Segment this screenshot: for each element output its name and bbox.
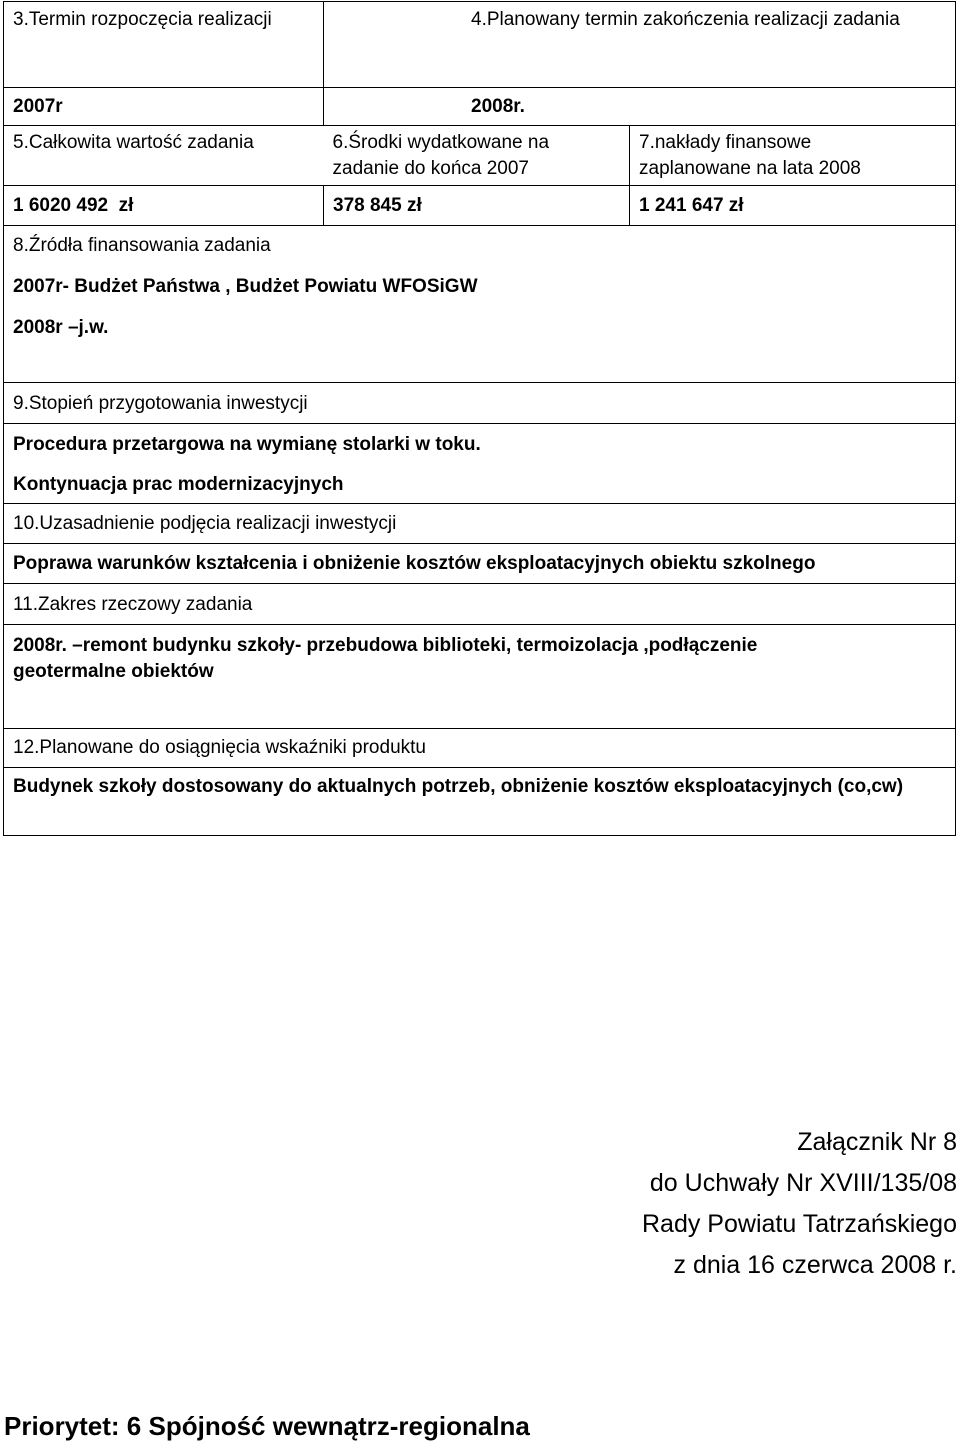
annex-number: Załącznik Nr 8 — [797, 1128, 957, 1156]
spent-funds-label-cell — [324, 126, 630, 186]
scope-value-cell — [4, 625, 956, 729]
spent-funds-value: 378 845 zł — [333, 195, 422, 216]
scope-label-cell — [4, 584, 956, 625]
funding-sources-2008: 2008r –j.w. — [13, 317, 109, 338]
total-value-label-cell — [4, 126, 324, 186]
planned-outlays-value: 1 241 647 zł — [639, 195, 744, 216]
end-date-value: 2008r. — [471, 96, 525, 117]
planned-outlays-label: 7.nakłady finansowe zaplanowane na lata 2008 — [639, 132, 861, 179]
priority-heading: Priorytet: 6 Spójność wewnątrz-regionalna — [4, 1411, 530, 1441]
preparation-continuation: Kontynuacja prac modernizacyjnych — [13, 474, 344, 495]
preparation-label-cell — [4, 383, 956, 424]
annex-council: Rady Powiatu Tatrzańskiego — [642, 1210, 957, 1238]
funding-sources-label: 8.Źródła finansowania zadania — [13, 235, 271, 256]
indicators-label-cell — [4, 729, 956, 768]
preparation-tender: Procedura przetargowa na wymianę stolarki w toku. — [13, 434, 481, 455]
total-value-label: 5.Całkowita wartość zadania — [13, 132, 254, 153]
justification-label: 10.Uzasadnienie podjęcia realizacji inwestycji — [13, 513, 397, 534]
spent-funds-label: 6.Środki wydatkowane na zadanie do końca 2007 — [332, 132, 550, 179]
end-date-value-cell — [324, 88, 956, 126]
start-date-value-cell — [4, 88, 324, 126]
preparation-value-cell — [4, 424, 956, 504]
indicators-value-cell — [4, 768, 956, 836]
total-value: 1 6020 492 zł — [13, 195, 134, 216]
start-date-value: 2007r — [13, 96, 63, 117]
end-date-label: 4.Planowany termin zakończenia realizacji zadania — [471, 9, 900, 30]
justification-label-cell — [4, 504, 956, 544]
indicators-value: Budynek szkoły dostosowany do aktualnych potrzeb, obniżenie kosztów eksploatacyjnych (co,cw) — [13, 776, 904, 797]
justification-value: Poprawa warunków kształcenia i obniżenie kosztów eksploatacyjnych obiektu szkolnego — [13, 553, 816, 574]
planned-outlays-label-cell — [630, 126, 956, 186]
project-form-table — [3, 1, 956, 836]
scope-label: 11.Zakres rzeczowy zadania — [13, 594, 253, 615]
annex-resolution: do Uchwały Nr XVIII/135/08 — [649, 1169, 957, 1197]
start-date-label-cell — [4, 2, 324, 88]
total-value-cell — [4, 186, 324, 226]
funding-sources-2007: 2007r- Budżet Państwa , Budżet Powiatu WFOSiGW — [13, 276, 478, 297]
spent-funds-value-cell — [324, 186, 630, 226]
justification-value-cell — [4, 544, 956, 584]
scope-value: 2008r. –remont budynku szkoły- przebudowa biblioteki, termoizolacja ,podłączenie geotermalne obiektów — [13, 635, 758, 682]
funding-sources-cell — [4, 226, 956, 383]
annex-date: z dnia 16 czerwca 2008 r. — [673, 1251, 957, 1279]
end-date-label-cell — [324, 2, 956, 88]
annex-heading — [537, 1122, 957, 1286]
indicators-label: 12.Planowane do osiągnięcia wskaźniki produktu — [13, 737, 426, 758]
planned-outlays-value-cell — [630, 186, 956, 226]
start-date-label: 3.Termin rozpoczęcia realizacji — [13, 9, 272, 30]
preparation-label: 9.Stopień przygotowania inwestycji — [13, 393, 308, 414]
